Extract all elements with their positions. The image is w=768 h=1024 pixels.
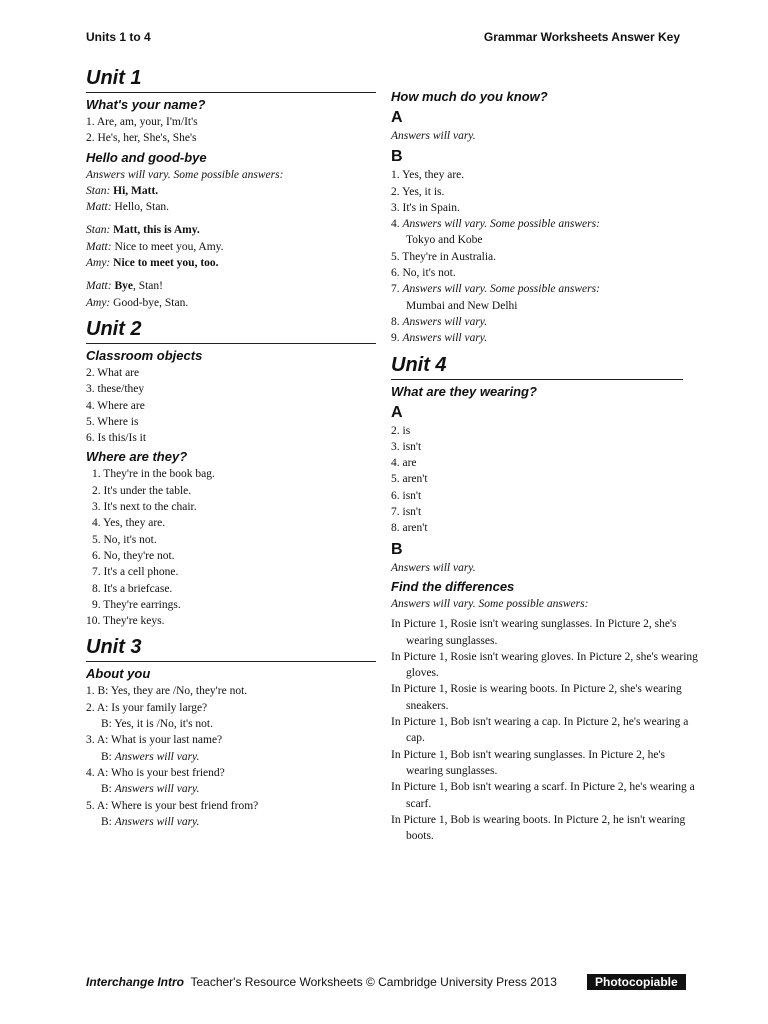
list-item: 2. A: Is your family large? [86,701,208,714]
header-left: Units 1 to 4 [86,30,151,44]
list-item: In Picture 1, Bob isn't wearing a cap. In Picture 2, he's wearing a cap. [391,716,689,745]
dialogue-text-rest: , Stan! [132,280,163,293]
answer-note: Answers will vary. [391,561,476,574]
unit4-section1-title: What are they wearing? [391,383,537,399]
list-item [86,749,376,765]
dialogue-text: Nice to meet you, too. [113,257,219,270]
list-item: 2. He's, her, She's, She's [86,132,197,145]
list-item: 6. Is this/Is it [86,432,147,445]
unit2-title: Unit 2 [86,317,376,344]
list-item: 1. They're in the book bag. [92,468,215,481]
list-item: 7. isn't [391,506,422,519]
speaker: Matt: [86,240,112,253]
list-item: 3. isn't [391,440,422,453]
answer-note: Answers will vary. [402,315,488,328]
list-item [391,216,683,232]
dialogue-line [86,255,376,271]
list-item: 6. isn't [391,489,422,502]
number: 4. [391,218,400,231]
list-item: 2. It's under the table. [92,484,192,497]
list-item: 3. It's next to the chair. [92,501,197,514]
list-item: In Picture 1, Rosie is wearing boots. In Picture 2, she's wearing sneakers. [391,683,682,712]
list-item: 6. No, it's not. [391,267,456,280]
list-item: 5. They're in Australia. [391,250,497,263]
dialogue-text: Bye [114,280,133,293]
right-section1-title: How much do you know? [391,89,548,104]
list-item: 8. It's a briefcase. [92,582,173,595]
list-item: 3. these/they [86,383,145,396]
speaker: Amy: [86,257,111,270]
dialogue-text: Matt, this is Amy. [113,224,200,237]
list-item [391,281,683,297]
speaker: Stan: [86,184,111,197]
answer-note: Answers will vary. Some possible answers: [402,218,600,231]
list-item: 4. Yes, they are. [92,517,166,530]
unit1-section1-title: What's your name? [86,97,206,112]
list-item: B: Yes, it is /No, it's not. [101,718,213,731]
unit3-title: Unit 3 [86,635,376,662]
answer-note: Answers will vary. Some possible answers: [86,168,284,181]
list-item: Tokyo and Kobe [406,234,483,247]
list-item: 8. aren't [391,522,428,535]
list-item: 2. What are [86,366,140,379]
speaker: Matt: [86,280,112,293]
list-item: 9. They're earrings. [92,598,181,611]
label: B: [101,783,112,796]
list-item [391,330,683,346]
dialogue-text: Hi, Matt. [113,184,159,197]
label: B: [101,750,112,763]
dialogue-line [86,239,376,255]
list-item: In Picture 1, Rosie isn't wearing gloves. In Picture 2, she's wearing gloves. [391,650,698,680]
dialogue-line [86,278,376,294]
list-item: 1. B: Yes, they are /No, they're not. [86,685,248,698]
part-b-label: B [391,148,403,166]
answer-note: Answers will vary. [114,815,200,828]
list-item: In Picture 1, Bob isn't wearing sunglasses. In Picture 2, he's wearing sunglasses. [391,748,666,777]
dialogue-line [86,183,376,199]
number: 9. [391,332,400,345]
label: B: [101,815,112,828]
list-item: 4. A: Who is your best friend? [86,766,225,779]
dialogue-line [86,222,376,238]
footer-text: Teacher's Resource Worksheets © Cambridge University Press 2013 [190,975,557,989]
unit1-section2-title: Hello and good-bye [86,149,207,165]
speaker: Amy: [86,296,111,309]
list-item: 6. No, they're not. [92,549,175,562]
dialogue-text: Hello, Stan. [114,201,170,214]
list-item: 5. aren't [391,473,428,486]
list-item: In Picture 1, Bob isn't wearing a scarf. In Picture 2, he's wearing a scarf. [391,781,695,810]
answer-note: Answers will vary. Some possible answers: [391,597,589,610]
list-item [391,314,683,330]
header-right: Grammar Worksheets Answer Key [483,30,680,44]
list-item: 5. Where is [86,415,139,428]
answer-note: Answers will vary. [402,332,488,345]
unit3-section1-title: About you [86,666,151,682]
speaker: Matt: [86,201,112,214]
number: 8. [391,315,400,328]
list-item: Mumbai and New Delhi [406,299,518,312]
part-b-label: B [391,540,403,558]
answer-note: Answers will vary. [391,130,476,142]
dialogue-text: Nice to meet you, Amy. [114,240,224,253]
number: 7. [391,283,400,296]
list-item: 3. A: What is your last name? [86,734,223,747]
footer [86,975,557,989]
list-item: 10. They're keys. [86,615,165,628]
list-item: 4. Where are [86,399,145,412]
dialogue-line [86,199,376,215]
unit4-section2-title: Find the differences [391,578,515,594]
list-item: In Picture 1, Rosie isn't wearing sunglasses. In Picture 2, she's wearing sunglasses. [391,618,677,647]
right-column [391,86,698,844]
answer-note: Answers will vary. [114,783,200,796]
footer-brand: Interchange Intro [86,975,185,989]
unit1-title: Unit 1 [86,66,376,93]
list-item: 3. It's in Spain. [391,201,460,214]
list-item: 1. Yes, they are. [391,169,465,182]
photocopiable-badge: Photocopiable [587,974,686,990]
part-a-label: A [391,109,403,126]
dialogue-text: Good-bye, Stan. [113,296,189,309]
unit4-title: Unit 4 [391,353,683,380]
unit2-section1-title: Classroom objects [86,347,203,363]
dialogue-line [86,295,376,311]
list-item: 2. Yes, it is. [391,185,445,198]
list-item: 5. A: Where is your best friend from? [86,799,259,812]
list-item: 4. are [391,457,417,470]
list-item: 7. It's a cell phone. [92,566,179,579]
left-column [86,66,376,830]
list-item: 2. is [391,424,411,437]
part-a-label: A [391,403,403,421]
unit2-section2-title: Where are they? [86,449,188,465]
list-item [86,781,376,797]
answer-note: Answers will vary. [114,750,200,763]
answer-note: Answers will vary. Some possible answers: [402,283,600,296]
list-item: 5. No, it's not. [92,533,157,546]
list-item: 1. Are, am, your, I'm/It's [86,116,198,128]
speaker: Stan: [86,224,111,237]
list-item [86,814,376,830]
list-item: In Picture 1, Bob is wearing boots. In Picture 2, he isn't wearing boots. [391,813,686,843]
